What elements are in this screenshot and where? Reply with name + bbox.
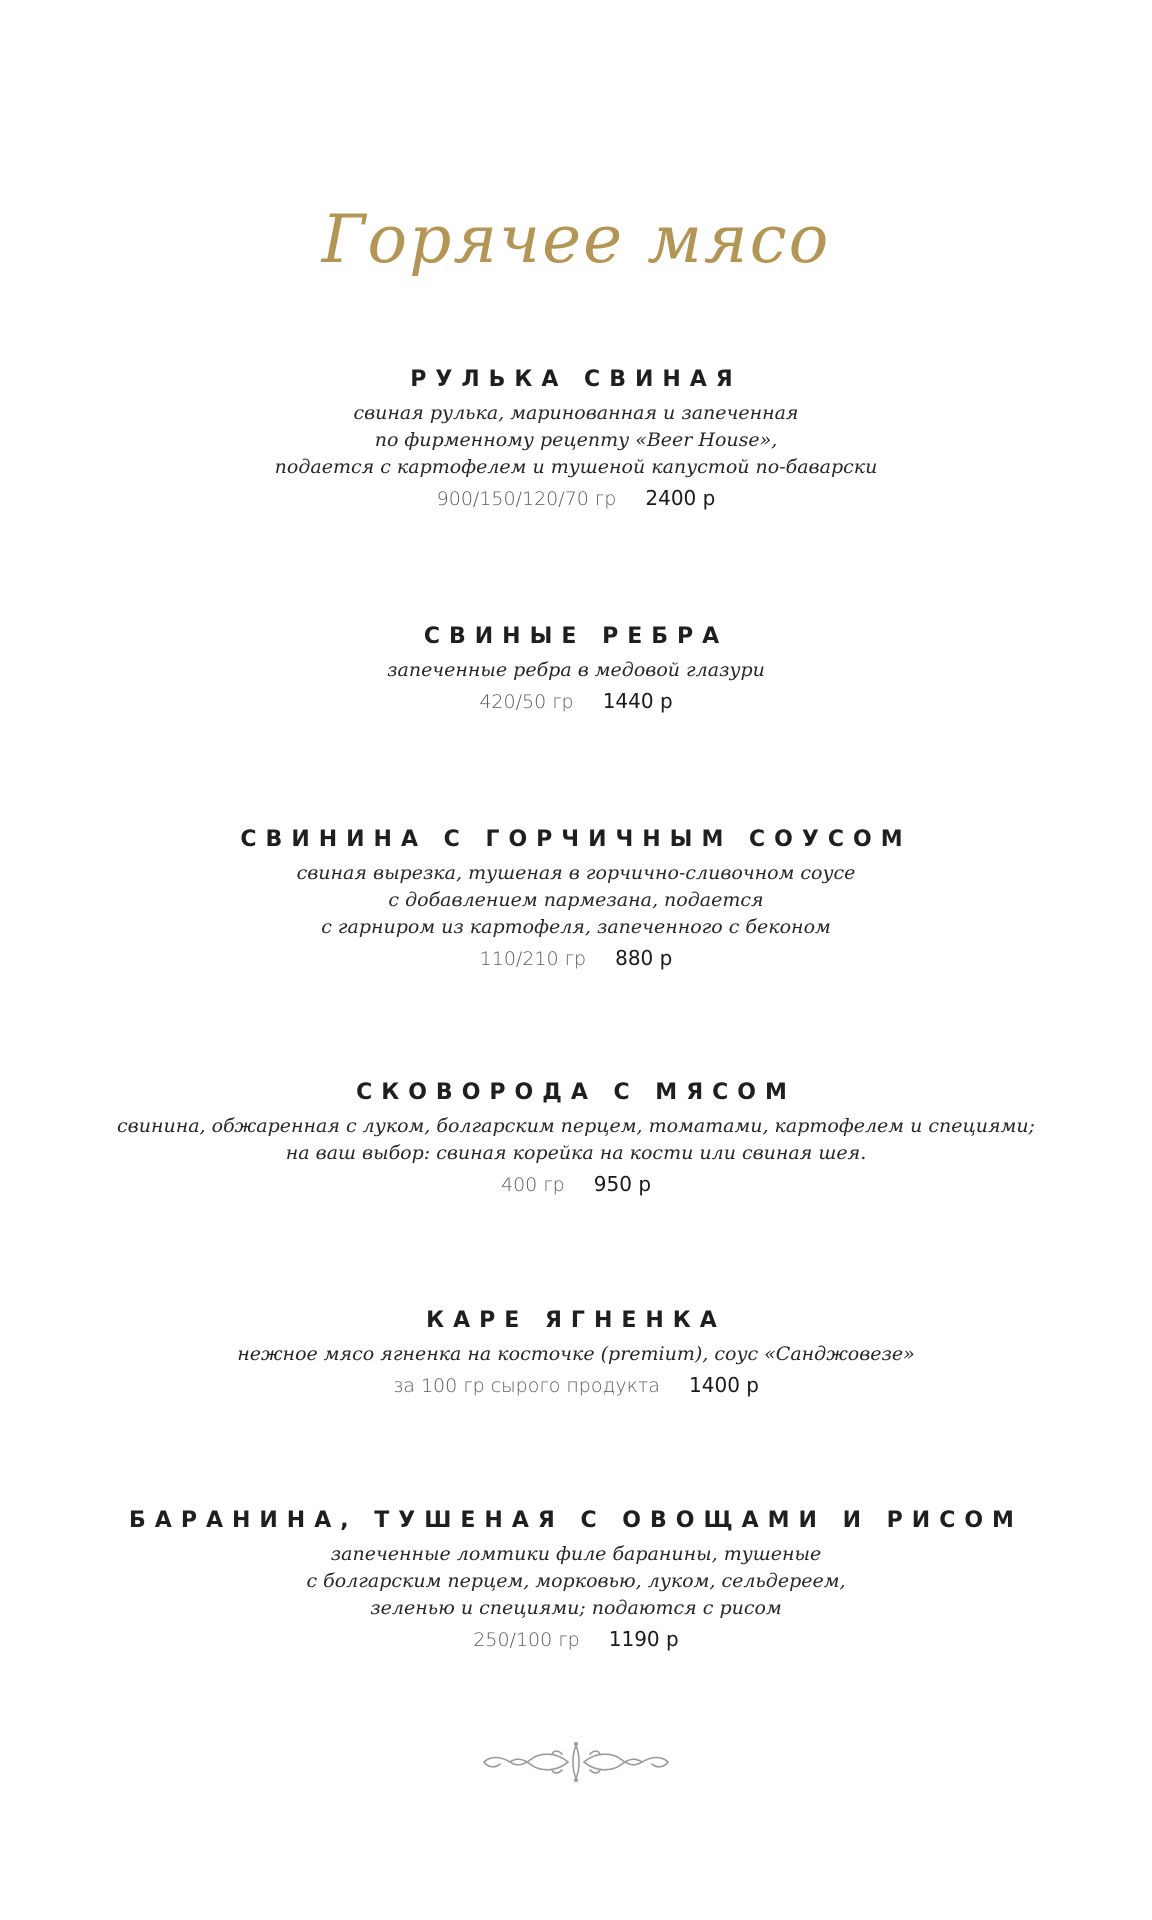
menu-item (60, 1077, 1092, 1201)
item-weight: 420/50 гр (479, 691, 574, 713)
item-meta (60, 943, 1092, 975)
item-price: 1400 р (689, 1373, 759, 1397)
description-line: с гарниром из картофеля, запеченного с беконом (321, 916, 831, 938)
item-name: КАРЕ ЯГНЕНКА (426, 1308, 726, 1333)
item-weight: 250/100 гр (473, 1629, 580, 1651)
item-meta (60, 483, 1092, 515)
item-meta (60, 1624, 1092, 1656)
page-title: Горячее мясо (321, 201, 831, 278)
description-line: свиная вырезка, тушеная в горчично-сливочном соусе (296, 862, 856, 884)
item-name: РУЛЬКА СВИНАЯ (410, 367, 742, 392)
menu-item (60, 1305, 1092, 1402)
item-meta (60, 1169, 1092, 1201)
item-price: 2400 р (645, 486, 716, 510)
description-line: с болгарским перцем, морковью, луком, сельдереем, (306, 1570, 846, 1592)
description-line: запеченные ломтики филе баранины, тушеные (330, 1543, 822, 1565)
item-price: 880 р (615, 946, 673, 970)
item-price: 1190 р (608, 1627, 679, 1651)
item-description (60, 400, 1092, 481)
item-name: БАРАНИНА, ТУШЕНАЯ С ОВОЩАМИ И РИСОМ (129, 1508, 1023, 1533)
description-line: по фирменному рецепту «Beer House», (374, 429, 778, 451)
description-line: свиная рулька, маринованная и запеченная (353, 402, 799, 424)
description-line: с добавлением пармезана, подается (388, 889, 764, 911)
item-meta (60, 1370, 1092, 1402)
item-weight: за 100 гр сырого продукта (393, 1375, 660, 1397)
menu-item (60, 1505, 1092, 1656)
description-line: зеленью и специями; подаются с рисом (370, 1597, 782, 1619)
description-line: нежное мясо ягненка на косточке (premium), соус «Санджовезе» (237, 1343, 915, 1365)
item-weight: 110/210 гр (479, 948, 587, 970)
item-description (60, 860, 1092, 941)
item-meta (60, 686, 1092, 718)
description-line: свинина, обжаренная с луком, болгарским перцем, томатами, картофелем и специями; (117, 1115, 1035, 1137)
menu-item (60, 621, 1092, 718)
item-weight: 400 гр (500, 1174, 565, 1196)
item-description (60, 1341, 1092, 1368)
item-description (60, 1541, 1092, 1622)
description-line: на ваш выбор: свиная корейка на кости или свиная шея. (285, 1142, 867, 1164)
item-description (60, 1113, 1092, 1167)
item-weight: 900/150/120/70 гр (436, 488, 617, 510)
item-price: 1440 р (602, 689, 673, 713)
item-price: 950 р (593, 1172, 652, 1196)
item-name: СВИНИНА С ГОРЧИЧНЫМ СОУСОМ (240, 827, 912, 852)
item-description (60, 657, 1092, 684)
description-line: запеченные ребра в медовой глазури (387, 659, 765, 681)
menu-item (60, 364, 1092, 515)
flourish-divider-icon (476, 1740, 676, 1784)
item-name: СВИНЫЕ РЕБРА (423, 624, 729, 649)
item-name: СКОВОРОДА С МЯСОМ (356, 1080, 796, 1105)
menu-item (60, 824, 1092, 975)
description-line: подается с картофелем и тушеной капустой по-баварски (274, 456, 878, 478)
